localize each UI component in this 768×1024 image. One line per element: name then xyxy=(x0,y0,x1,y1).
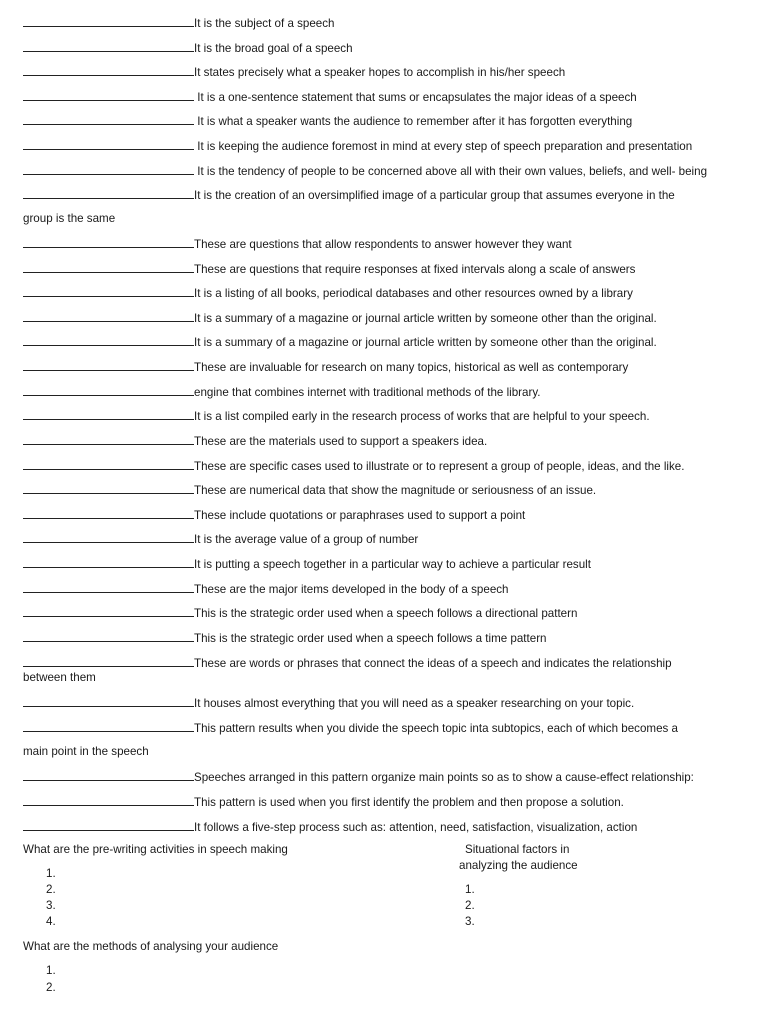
situational-question-line2: analyzing the audience xyxy=(459,859,578,872)
answer-blank[interactable] xyxy=(23,186,194,199)
list-number: 1. xyxy=(465,883,475,896)
list-number: 2. xyxy=(46,883,56,896)
fill-in-item xyxy=(23,719,760,737)
item-text: These are questions that require responses at fixed intervals along a scale of answers xyxy=(194,263,636,276)
item-text: It is what a speaker wants the audience to remember after it has forgotten everything xyxy=(194,115,633,128)
item-text: It is the tendency of people to be concerned above all with their own values, beliefs, and well- being xyxy=(194,165,708,178)
answer-blank[interactable] xyxy=(23,719,194,732)
fill-in-item xyxy=(23,284,760,302)
item-text: This is the strategic order used when a speech follows a time pattern xyxy=(194,632,547,645)
answer-blank[interactable] xyxy=(23,14,194,27)
answer-blank[interactable] xyxy=(23,604,194,617)
list-number: 3. xyxy=(46,899,56,912)
answer-blank[interactable] xyxy=(23,88,194,101)
item-text: These include quotations or paraphrases used to support a point xyxy=(194,509,526,522)
fill-in-item xyxy=(23,506,760,524)
item-text: It is keeping the audience foremost in mind at every step of speech preparation and presentation xyxy=(194,140,693,153)
item-text: This pattern results when you divide the speech topic inta subtopics, each of which becomes a xyxy=(194,722,678,735)
item-text: This pattern is used when you first identify the problem and then propose a solution. xyxy=(194,796,624,809)
fill-in-item xyxy=(23,407,760,425)
list-number: 1. xyxy=(46,867,56,880)
fill-in-item xyxy=(23,333,760,351)
fill-in-item xyxy=(23,383,760,401)
answer-blank[interactable] xyxy=(23,818,194,831)
fill-in-item xyxy=(23,768,760,786)
fill-in-item xyxy=(23,604,760,622)
item-text: It is the creation of an oversimplified image of a particular group that assumes everyone in the xyxy=(194,189,675,202)
item-text: It is the subject of a speech xyxy=(194,17,335,30)
fill-in-item xyxy=(23,260,760,278)
fill-in-item xyxy=(23,580,760,598)
item-text: These are words or phrases that connect the ideas of a speech and indicates the relationship xyxy=(194,657,672,670)
item-text: It is a listing of all books, periodical databases and other resources owned by a library xyxy=(194,287,633,300)
answer-blank[interactable] xyxy=(23,793,194,806)
prewriting-question: What are the pre-writing activities in speech making xyxy=(23,843,288,856)
item-text: These are numerical data that show the magnitude or seriousness of an issue. xyxy=(194,484,597,497)
situational-question-line1: Situational factors in xyxy=(465,843,570,856)
answer-blank[interactable] xyxy=(23,654,194,667)
answer-blank[interactable] xyxy=(23,39,194,52)
item-text: It is a list compiled early in the research process of works that are helpful to your speech. xyxy=(194,410,650,423)
fill-in-item xyxy=(23,629,760,647)
item-text: It is a summary of a magazine or journal article written by someone other than the original. xyxy=(194,312,657,325)
answer-blank[interactable] xyxy=(23,383,194,396)
answer-blank[interactable] xyxy=(23,284,194,297)
item-text: It is the average value of a group of number xyxy=(194,533,419,546)
fill-in-item xyxy=(23,358,760,376)
item-text: It states precisely what a speaker hopes to accomplish in his/her speech xyxy=(194,66,566,79)
item-text: These are questions that allow respondents to answer however they want xyxy=(194,238,572,251)
answer-blank[interactable] xyxy=(23,457,194,470)
item-text: This is the strategic order used when a speech follows a directional pattern xyxy=(194,607,578,620)
item-text: It is putting a speech together in a particular way to achieve a particular result xyxy=(194,558,591,571)
list-number: 4. xyxy=(46,915,56,928)
answer-blank[interactable] xyxy=(23,260,194,273)
fill-in-item xyxy=(23,432,760,450)
item-text-continuation: group is the same xyxy=(23,212,116,225)
item-text: engine that combines internet with traditional methods of the library. xyxy=(194,386,541,399)
item-text: These are the materials used to support a speakers idea. xyxy=(194,435,488,448)
fill-in-item xyxy=(23,235,760,253)
fill-in-item xyxy=(23,793,760,811)
item-text: It is the broad goal of a speech xyxy=(194,42,353,55)
fill-in-item xyxy=(23,162,760,180)
fill-in-item xyxy=(23,137,760,155)
list-number: 1. xyxy=(46,964,56,977)
fill-in-item xyxy=(23,654,760,672)
item-text: It is a summary of a magazine or journal article written by someone other than the original. xyxy=(194,336,657,349)
item-text-continuation: between them xyxy=(23,671,96,684)
answer-blank[interactable] xyxy=(23,137,194,150)
fill-in-item xyxy=(23,186,760,204)
answer-blank[interactable] xyxy=(23,162,194,175)
answer-blank[interactable] xyxy=(23,506,194,519)
item-text: These are the major items developed in the body of a speech xyxy=(194,583,509,596)
answer-blank[interactable] xyxy=(23,358,194,371)
answer-blank[interactable] xyxy=(23,530,194,543)
fill-in-item xyxy=(23,694,760,712)
fill-in-item xyxy=(23,112,760,130)
list-number: 3. xyxy=(465,915,475,928)
item-text: It houses almost everything that you will need as a speaker researching on your topic. xyxy=(194,697,635,710)
fill-in-item xyxy=(23,14,760,32)
fill-in-item xyxy=(23,481,760,499)
fill-in-item xyxy=(23,530,760,548)
fill-in-item xyxy=(23,39,760,57)
fill-in-item xyxy=(23,63,760,81)
answer-blank[interactable] xyxy=(23,580,194,593)
answer-blank[interactable] xyxy=(23,63,194,76)
answer-blank[interactable] xyxy=(23,112,194,125)
item-text: These are specific cases used to illustrate or to represent a group of people, ideas, and the like. xyxy=(194,460,685,473)
fill-in-item xyxy=(23,818,760,836)
answer-blank[interactable] xyxy=(23,432,194,445)
answer-blank[interactable] xyxy=(23,235,194,248)
item-text: Speeches arranged in this pattern organize main points so as to show a cause-effect relationship: xyxy=(194,771,694,784)
answer-blank[interactable] xyxy=(23,694,194,707)
list-number: 2. xyxy=(465,899,475,912)
fill-in-item xyxy=(23,555,760,573)
answer-blank[interactable] xyxy=(23,333,194,346)
answer-blank[interactable] xyxy=(23,555,194,568)
answer-blank[interactable] xyxy=(23,407,194,420)
item-text: It is a one-sentence statement that sums or encapsulates the major ideas of a speech xyxy=(194,91,637,104)
answer-blank[interactable] xyxy=(23,481,194,494)
fill-in-item xyxy=(23,88,760,106)
answer-blank[interactable] xyxy=(23,629,194,642)
answer-blank[interactable] xyxy=(23,768,194,781)
list-number: 2. xyxy=(46,981,56,994)
item-text: It follows a five-step process such as: attention, need, satisfaction, visualization, action xyxy=(194,821,638,834)
fill-in-item xyxy=(23,457,760,475)
item-text: These are invaluable for research on many topics, historical as well as contemporary xyxy=(194,361,629,374)
item-text-continuation: main point in the speech xyxy=(23,745,149,758)
methods-question: What are the methods of analysing your audience xyxy=(23,940,279,953)
answer-blank[interactable] xyxy=(23,309,194,322)
fill-in-item xyxy=(23,309,760,327)
